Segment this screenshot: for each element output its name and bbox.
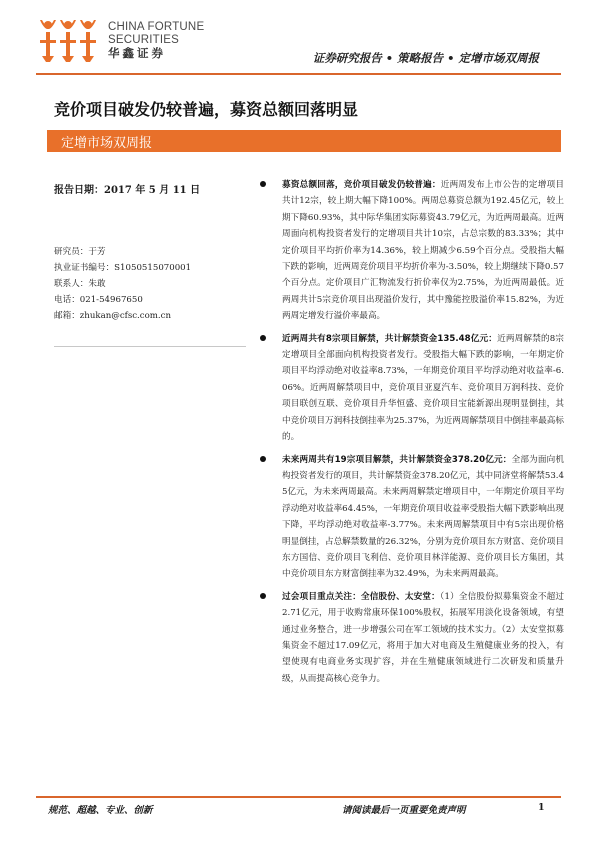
brand-en-line2: SECURITIES xyxy=(108,34,180,46)
bullet-dot-icon xyxy=(260,335,266,341)
analyst-info xyxy=(54,244,191,324)
bullet-text: （1）全信股份拟募集资金不超过2.71亿元，用于收购常康环保100%股权，拓展军用淡化设备领域，有望通过业务整合，进一步增强公司在军工领域的技术实力。（2）太安堂拟募集资金不超过17.09亿元，将用于加大对电商及生殖健康业务的投入，有望使现有电商业务实现扩容，并在生殖健康领域进行二次研发和质量升级，从而提高核心竞争力。 xyxy=(282,591,564,684)
header-divider xyxy=(36,73,561,75)
bullet-text: 近两周解禁的8宗定增项目全部面向机构投资者发行。受股指大幅下跌的影响，一年期定价项目平均浮动绝对收益率8.73%，一年期竞价项目平均浮动绝对收益率-6.06%。近两周解禁项目中，竞价项目亚夏汽车、竞价项目万润科技、竞价项目联创互联、竞价项目升华恒盛、竞价项目宝能新源出现明显倒挂，其中竞价项目万润科技倒挂率为25.37%，为近两周解禁项目中倒挂率最高标的。 xyxy=(282,333,564,443)
bullet-lead: 未来两周共有19宗项目解禁，共计解禁资金378.20亿元： xyxy=(282,454,512,465)
footer-divider xyxy=(36,796,561,798)
analyst-name: 研究员：于芳 xyxy=(54,247,106,257)
brand-name xyxy=(108,21,204,61)
bullet-dot-icon xyxy=(260,456,266,462)
bullet-paragraph xyxy=(282,177,564,325)
bullet-dot-icon xyxy=(260,181,266,187)
contact-phone: 电话：021-54967650 xyxy=(54,295,143,305)
bullet-paragraph xyxy=(282,589,564,687)
report-title: 竞价项目破发仍较普遍，募资总额回落明显 xyxy=(54,100,359,119)
summary-content xyxy=(268,177,564,693)
brand-cn: 华鑫证券 xyxy=(108,48,166,60)
bullet-text: 近两周发布上市公告的定增项目共计12宗，较上期大幅下降100%。两周总募资总额为192.45亿元，较上期下降60.93%，其中际华集团实际募资43.79亿元，为近两周最高。近两周面向机构投资者发行的定增项目共计10宗，占总宗数的83.33%；其中定价项目平均折价率为14.36%，较上期减少6.59个百分点。受股指大幅下跌的影响，近两周竞价项目平均折价率为-3.50%，较上期继续下降0.57个百分点。定价项目广汇物流发行折价率仅为2.75%，为近两周最低。近两周共计5宗竞价项目出现溢价发行，其中豫能控股溢价率15.82%，为近两周定增发行溢价率最高。 xyxy=(282,180,564,322)
bullet-lead: 过会项目重点关注：全信股份、太安堂： xyxy=(282,591,440,602)
bullet-paragraph xyxy=(282,452,564,583)
summary-bullet xyxy=(268,452,564,583)
banner-label: 定增市场双周报 xyxy=(61,136,153,151)
analyst-license: 执业证书编号：S1050515070001 xyxy=(54,263,192,273)
summary-bullet xyxy=(268,331,564,446)
analyst-divider xyxy=(54,346,246,347)
section-banner xyxy=(47,130,561,152)
contact-email[interactable]: 邮箱：zhukan@cfsc.com.cn xyxy=(54,311,172,321)
bullet-dot-icon xyxy=(260,593,266,599)
brand-en-line1: CHINA FORTUNE xyxy=(108,21,205,33)
summary-bullet xyxy=(268,589,564,687)
footer-slogan: 规范、超越、专业、创新 xyxy=(48,805,153,816)
contact-name: 联系人：朱敢 xyxy=(54,279,106,289)
bullet-lead: 募资总额回落，竞价项目破发仍较普遍： xyxy=(282,180,441,190)
report-category: 证券研究报告 • 策略报告 • 定增市场双周报 xyxy=(312,51,539,65)
summary-bullet xyxy=(268,177,564,325)
bullet-paragraph xyxy=(282,331,564,446)
footer-disclaimer: 请阅读最后一页重要免责声明 xyxy=(342,805,466,816)
bullet-lead: 近两周共有8宗项目解禁，共计解禁资金135.48亿元： xyxy=(282,333,498,344)
page-number: 1 xyxy=(538,802,545,813)
bullet-text: 全部为面向机构投资者发行的项目，共计解禁资金378.20亿元，其中同济堂将解禁53.45亿元，为未来两周最高。未来两周解禁定增项目中，一年期定价项目平均浮动绝对收益率64.45%，一年期竞价项目收益率受股指大幅下跌影响出现下降，平均浮动绝对收益率-3.77%。未来两周解禁项目中有5宗出现价格明显倒挂，占总解禁数量的26.32%，分别为竞价项目东方财富、竞价项目东方国信、竞价项目飞利信、竞价项目林洋能源、竞价项目长方集团，其中竞价项目东方财富倒挂率为32.49%，为未来两周最高。 xyxy=(282,454,564,580)
china-fortune-logo xyxy=(38,16,110,64)
report-date: 报告日期：2017 年 5 月 11 日 xyxy=(54,185,201,196)
